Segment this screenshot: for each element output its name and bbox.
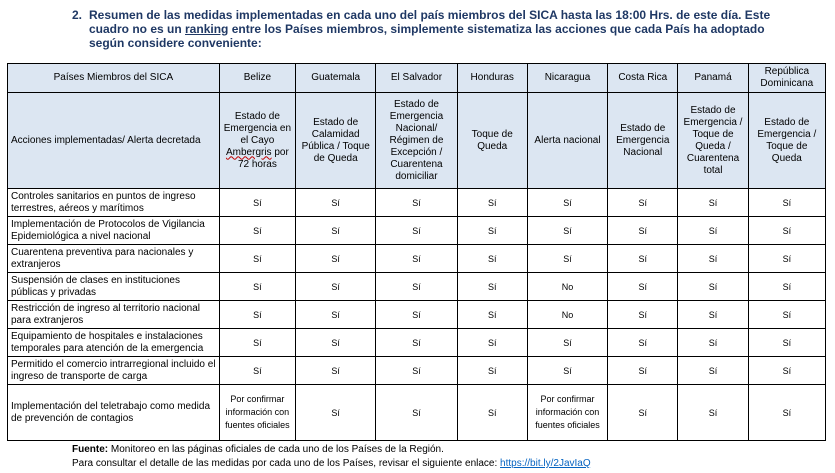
alert-cell: Estado de Emergencia Nacional bbox=[608, 93, 678, 189]
source-line bbox=[72, 443, 591, 457]
value-cell: Por confirmar información con fuentes oficiales bbox=[219, 385, 295, 441]
value-cell: Sí bbox=[376, 217, 457, 245]
value-cell: Sí bbox=[527, 217, 607, 245]
country-header-row bbox=[8, 64, 826, 93]
value-cell: Sí bbox=[376, 189, 457, 217]
heading-text-start: Resumen de las medidas implementadas en cada uno del país miembros del SICA hasta las 18:00 Hrs. de este día. Este cuadro no es un bbox=[89, 8, 771, 36]
value-cell: Sí bbox=[678, 385, 748, 441]
country-header: El Salvador bbox=[376, 64, 457, 93]
value-cell: Sí bbox=[296, 301, 376, 329]
value-cell: Sí bbox=[457, 329, 527, 357]
value-cell: Sí bbox=[376, 301, 457, 329]
table-footer bbox=[72, 443, 591, 471]
source-text: Monitoreo en las páginas oficiales de cada uno de los Países de la Región. bbox=[108, 444, 444, 455]
value-cell: Sí bbox=[748, 245, 825, 273]
value-cell: Sí bbox=[457, 273, 527, 301]
value-cell: Sí bbox=[527, 245, 607, 273]
value-cell: Sí bbox=[678, 245, 748, 273]
value-cell: Sí bbox=[296, 329, 376, 357]
value-cell: Sí bbox=[527, 357, 607, 385]
value-cell: Sí bbox=[678, 357, 748, 385]
value-cell: No bbox=[527, 301, 607, 329]
value-cell: Sí bbox=[678, 217, 748, 245]
detail-text: Para consultar el detalle de las medidas por cada uno de los Países, revisar el siguiente enlace: bbox=[72, 458, 501, 469]
value-cell: Sí bbox=[376, 357, 457, 385]
alert-cell: Toque de Queda bbox=[457, 93, 527, 189]
country-header: Costa Rica bbox=[608, 64, 678, 93]
value-cell: Sí bbox=[376, 245, 457, 273]
country-header: República Dominicana bbox=[748, 64, 825, 93]
value-cell: Sí bbox=[748, 217, 825, 245]
alert-header-row bbox=[8, 93, 826, 189]
value-cell: Sí bbox=[296, 385, 376, 441]
value-cell: Sí bbox=[219, 329, 295, 357]
value-cell: Sí bbox=[678, 329, 748, 357]
value-cell: Sí bbox=[608, 189, 678, 217]
measures-table bbox=[7, 63, 826, 441]
heading-number: 2. bbox=[72, 8, 83, 22]
action-label: Cuarentena preventiva para nacionales y extranjeros bbox=[8, 245, 220, 273]
value-cell: Sí bbox=[748, 385, 825, 441]
table-row bbox=[8, 273, 826, 301]
alert-cell-belize: Estado de Emergencia en el Cayo Ambergris por 72 horas bbox=[219, 93, 295, 189]
value-cell: Sí bbox=[376, 385, 457, 441]
value-cell: Sí bbox=[219, 357, 295, 385]
alert-cell: Estado de Emergencia Nacional/ Régimen de Excepción / Cuarentena domiciliar bbox=[376, 93, 457, 189]
table-row bbox=[8, 217, 826, 245]
action-label: Implementación del teletrabajo como medida de prevención de contagios bbox=[8, 385, 220, 441]
value-cell: Sí bbox=[296, 189, 376, 217]
value-cell: Sí bbox=[527, 189, 607, 217]
detail-line bbox=[72, 457, 591, 471]
value-cell: Sí bbox=[748, 329, 825, 357]
value-cell: Sí bbox=[457, 189, 527, 217]
country-header: Nicaragua bbox=[527, 64, 607, 93]
detail-link[interactable]: https://bit.ly/2JavIaQ bbox=[500, 458, 591, 469]
alert-cell: Estado de Emergencia / Toque de Queda bbox=[748, 93, 825, 189]
value-cell: Sí bbox=[608, 301, 678, 329]
value-cell: Sí bbox=[296, 357, 376, 385]
value-cell: Sí bbox=[608, 217, 678, 245]
heading-underlined-word: ranking bbox=[185, 22, 229, 36]
action-label: Permitido el comercio intrarregional incluido el ingreso de transporte de carga bbox=[8, 357, 220, 385]
value-cell: Sí bbox=[457, 385, 527, 441]
source-label: Fuente: bbox=[72, 444, 109, 455]
value-cell: Por confirmar información con fuentes oficiales bbox=[527, 385, 607, 441]
value-cell: Sí bbox=[608, 245, 678, 273]
value-cell: Sí bbox=[608, 273, 678, 301]
value-cell: Sí bbox=[678, 273, 748, 301]
table-row bbox=[8, 385, 826, 441]
value-cell: Sí bbox=[296, 217, 376, 245]
action-label: Equipamiento de hospitales e instalaciones temporales para atención de la emergencia bbox=[8, 329, 220, 357]
value-cell: Sí bbox=[219, 301, 295, 329]
country-header: Honduras bbox=[457, 64, 527, 93]
value-cell: Sí bbox=[748, 301, 825, 329]
country-header: Guatemala bbox=[296, 64, 376, 93]
alert-cell: Estado de Emergencia / Toque de Queda / Cuarentena total bbox=[678, 93, 748, 189]
value-cell: Sí bbox=[219, 273, 295, 301]
value-cell: Sí bbox=[376, 329, 457, 357]
country-header: Panamá bbox=[678, 64, 748, 93]
value-cell: Sí bbox=[608, 329, 678, 357]
actions-header: Acciones implementadas/ Alerta decretada bbox=[8, 93, 220, 189]
value-cell: Sí bbox=[457, 357, 527, 385]
value-cell: Sí bbox=[678, 301, 748, 329]
alert-cell: Estado de Calamidad Pública / Toque de Queda bbox=[296, 93, 376, 189]
alert-cell: Alerta nacional bbox=[527, 93, 607, 189]
value-cell: Sí bbox=[457, 245, 527, 273]
value-cell: Sí bbox=[608, 385, 678, 441]
value-cell: Sí bbox=[527, 329, 607, 357]
value-cell: Sí bbox=[748, 189, 825, 217]
heading-text bbox=[72, 8, 772, 50]
value-cell: Sí bbox=[457, 217, 527, 245]
table-row bbox=[8, 245, 826, 273]
country-header: Belize bbox=[219, 64, 295, 93]
value-cell: Sí bbox=[748, 273, 825, 301]
action-label: Implementación de Protocolos de Vigilancia Epidemiológica a nivel nacional bbox=[8, 217, 220, 245]
value-cell: Sí bbox=[296, 273, 376, 301]
action-label: Restricción de ingreso al territorio nacional para extranjeros bbox=[8, 301, 220, 329]
value-cell: Sí bbox=[296, 245, 376, 273]
table-row bbox=[8, 301, 826, 329]
section-heading bbox=[72, 8, 772, 50]
value-cell: Sí bbox=[376, 273, 457, 301]
value-cell: Sí bbox=[219, 217, 295, 245]
table-row bbox=[8, 329, 826, 357]
action-label: Suspensión de clases en instituciones públicas y privadas bbox=[8, 273, 220, 301]
value-cell: Sí bbox=[219, 245, 295, 273]
action-label: Controles sanitarios en puntos de ingreso terrestres, aéreos y marítimos bbox=[8, 189, 220, 217]
value-cell: Sí bbox=[608, 357, 678, 385]
corner-header: Países Miembros del SICA bbox=[8, 64, 220, 93]
value-cell: No bbox=[527, 273, 607, 301]
table-row bbox=[8, 357, 826, 385]
value-cell: Sí bbox=[678, 189, 748, 217]
heading-text-end: entre los Países miembros, simplemente sistematiza las acciones que cada País ha adoptado según considere conveniente: bbox=[89, 22, 765, 50]
value-cell: Sí bbox=[748, 357, 825, 385]
value-cell: Sí bbox=[219, 189, 295, 217]
table-row bbox=[8, 189, 826, 217]
value-cell: Sí bbox=[457, 301, 527, 329]
